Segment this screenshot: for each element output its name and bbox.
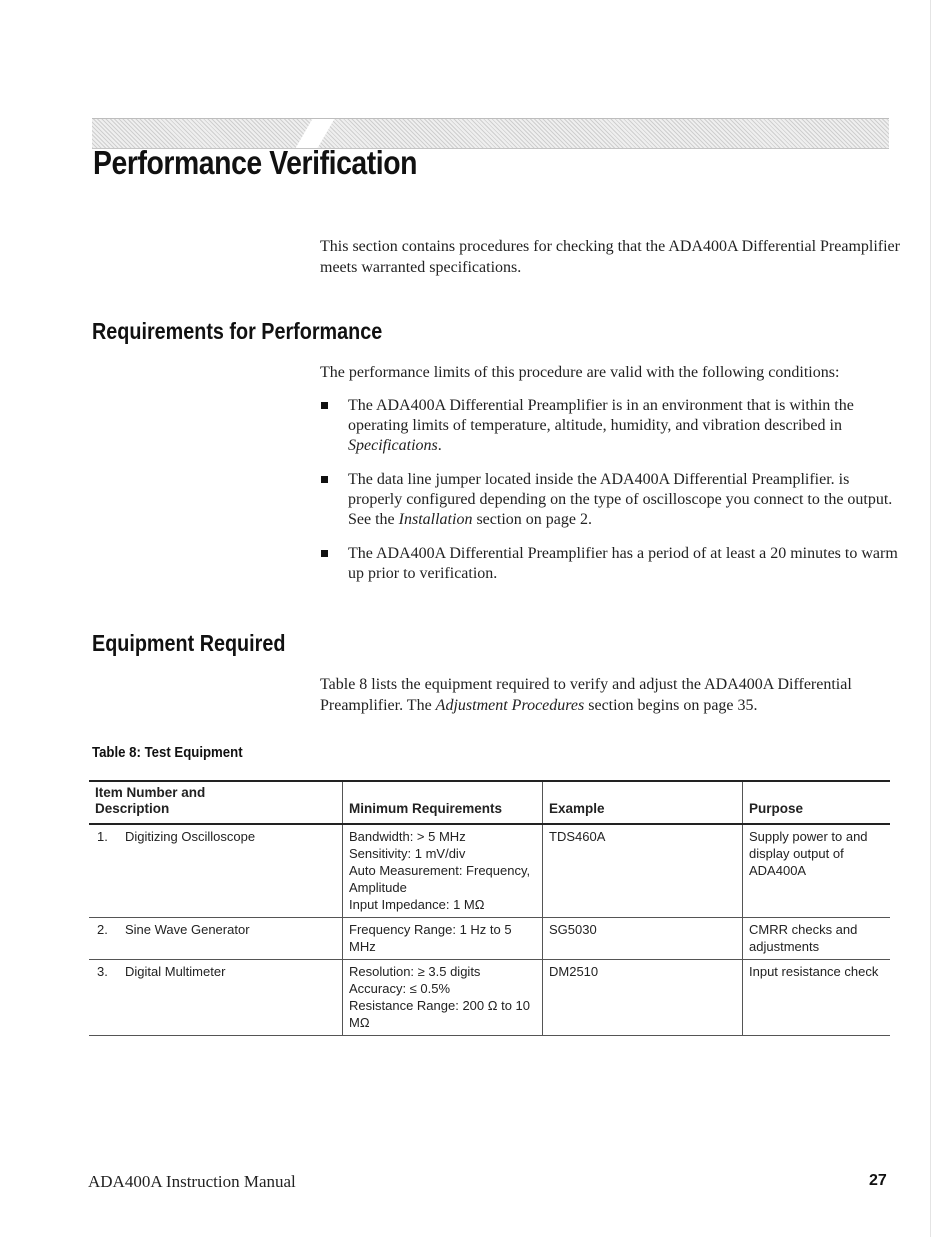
column-header: Minimum Requirements bbox=[343, 781, 543, 824]
example-cell: SG5030 bbox=[543, 918, 743, 960]
requirement-line: Input Impedance: 1 MΩ bbox=[349, 897, 485, 912]
requirement-line: Bandwidth: > 5 MHz bbox=[349, 829, 466, 844]
requirement-line: Auto Measurement: Frequency, Amplitude bbox=[349, 863, 531, 895]
requirements-cell bbox=[343, 918, 543, 960]
page-title: Performance Verification bbox=[93, 144, 418, 181]
requirement-line: Accuracy: ≤ 0.5% bbox=[349, 981, 451, 996]
bullet-italic-ref: Installation bbox=[398, 511, 473, 528]
bullet-text: The ADA400A Differential Preamplifier is in an environment that is within the operating limits of temperature, altitude, humidity, and vibration described in bbox=[348, 397, 854, 434]
bullet-text-end: . bbox=[437, 437, 442, 454]
requirement-line: Resolution: ≥ 3.5 digits bbox=[349, 964, 481, 979]
item-number: 3. bbox=[97, 964, 108, 979]
bullet-text: The data line jumper located inside the ADA400A Differential Preamplifier. is properly configured depending on the type of oscilloscope you connect to the output. See the bbox=[348, 471, 893, 528]
purpose-cell: Supply power to and display output of ADA400A bbox=[743, 824, 891, 918]
table-row bbox=[89, 918, 890, 960]
list-item bbox=[320, 396, 900, 456]
item-description: Digital Multimeter bbox=[125, 964, 226, 979]
item-cell bbox=[89, 960, 343, 1036]
requirements-list bbox=[320, 396, 900, 598]
list-item bbox=[320, 544, 900, 584]
list-item bbox=[320, 470, 900, 530]
requirement-line: Frequency Range: 1 Hz to 5 MHz bbox=[349, 922, 512, 954]
bullet-text: The ADA400A Differential Preamplifier has a period of at least a 20 minutes to warm up prior to verification. bbox=[348, 545, 898, 582]
page-number: 27 bbox=[869, 1172, 887, 1189]
requirements-cell bbox=[343, 824, 543, 918]
column-header: Item Number and Description bbox=[89, 781, 343, 824]
column-header: Example bbox=[543, 781, 743, 824]
table-row bbox=[89, 960, 890, 1036]
table-caption: Table 8: Test Equipment bbox=[92, 744, 243, 761]
item-number: 1. bbox=[97, 829, 108, 844]
bullet-square-icon bbox=[321, 402, 328, 409]
equipment-text: Table 8 lists the equipment required to verify and adjust the ADA400A Differential Preamplifier. The bbox=[320, 676, 852, 714]
test-equipment-table bbox=[89, 780, 890, 1036]
example-cell: DM2510 bbox=[543, 960, 743, 1036]
requirement-line: Sensitivity: 1 mV/div bbox=[349, 846, 466, 861]
requirements-cell bbox=[343, 960, 543, 1036]
item-description: Digitizing Oscilloscope bbox=[125, 829, 256, 844]
equipment-paragraph bbox=[320, 674, 900, 716]
item-cell bbox=[89, 918, 343, 960]
item-description: Sine Wave Generator bbox=[125, 922, 250, 937]
section-heading-requirements: Requirements for Performance bbox=[92, 318, 383, 344]
example-cell: TDS460A bbox=[543, 824, 743, 918]
requirements-lead: The performance limits of this procedure are valid with the following conditions: bbox=[320, 364, 840, 381]
page-edge-divider bbox=[930, 0, 931, 1237]
item-number: 2. bbox=[97, 922, 108, 937]
equipment-text-end: section begins on page 35. bbox=[584, 697, 758, 714]
footer-manual-title: ADA400A Instruction Manual bbox=[88, 1172, 296, 1191]
bullet-text-end: section on page 2. bbox=[472, 511, 592, 528]
purpose-cell: Input resistance check bbox=[743, 960, 891, 1036]
equipment-italic-ref: Adjustment Procedures bbox=[435, 697, 585, 714]
bullet-square-icon bbox=[321, 476, 328, 483]
table-row bbox=[89, 824, 890, 918]
intro-paragraph: This section contains procedures for checking that the ADA400A Differential Preamplifier meets warranted specifications. bbox=[320, 238, 900, 276]
item-cell bbox=[89, 824, 343, 918]
requirement-line: Resistance Range: 200 Ω to 10 MΩ bbox=[349, 998, 530, 1030]
purpose-cell: CMRR checks and adjustments bbox=[743, 918, 891, 960]
table-header-row bbox=[89, 781, 890, 824]
column-header: Purpose bbox=[743, 781, 891, 824]
bullet-italic-ref: Specifications bbox=[348, 437, 438, 454]
section-heading-equipment: Equipment Required bbox=[92, 630, 286, 656]
bullet-square-icon bbox=[321, 550, 328, 557]
